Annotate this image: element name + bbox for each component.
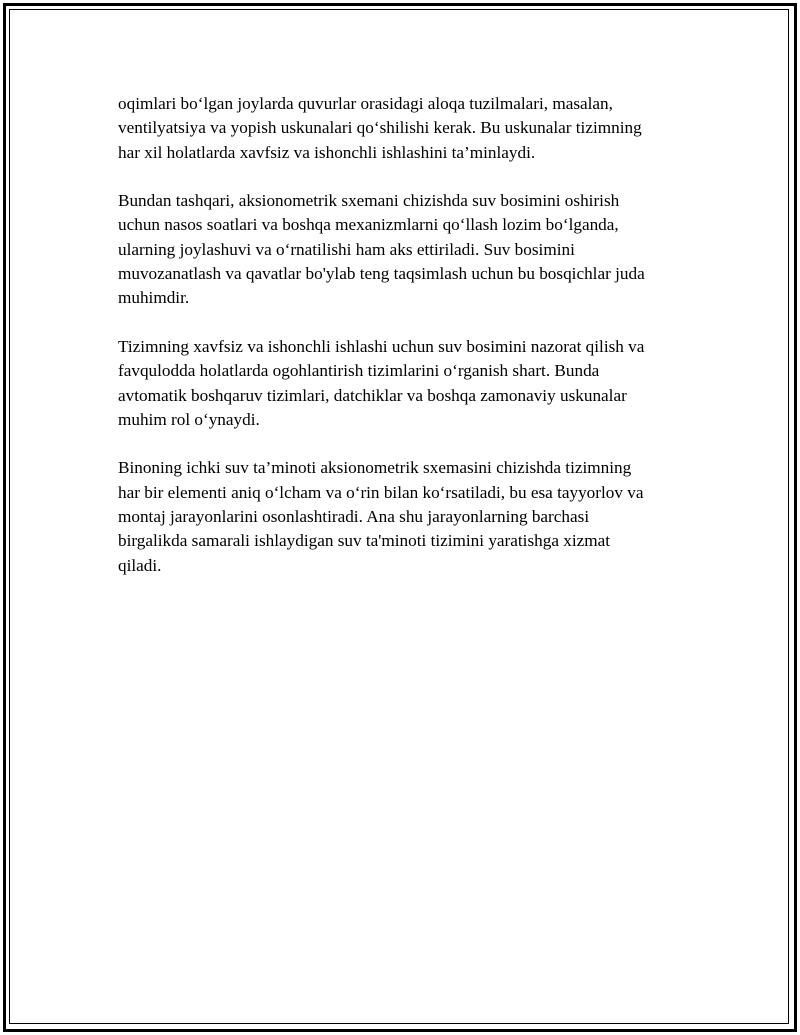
- paragraph: Binoning ichki suv ta’minoti aksionometrik sxemasini chizishda tizimning har bir elementi aniq o‘lcham va o‘rin bilan ko‘rsatiladi, bu esa tayyorlov va montaj jarayonlarini osonlashtiradi. Ana shu jarayonlarning barchasi birgalikda samarali ishlaydigan suv ta'minoti tizimini yaratishga xizmat qiladi.: [118, 458, 644, 575]
- paragraph: Bundan tashqari, aksionometrik sxemani chizishda suv bosimini oshirish uchun nasos soatlari va boshqa mexanizmlarni qo‘llash lozim bo‘lganda, ularning joylashuvi va o‘rnatilishi ham aks ettiriladi. Suv bosimini muvozanatlash va qavatlar bo'ylab teng taqsimlash uchun bu bosqichlar juda muhimdir.: [118, 191, 645, 308]
- paragraph: Tizimning xavfsiz va ishonchli ishlashi uchun suv bosimini nazorat qilish va favqulodda holatlarda ogohlantirish tizimlarini o‘rganish shart. Bunda avtomatik boshqaruv tizimlari, datchiklar va boshqa zamonaviy uskunalar muhim rol o‘ynaydi.: [118, 336, 645, 429]
- paragraph: oqimlari bo‘lgan joylarda quvurlar orasidagi aloqa tuzilmalari, masalan, ventilyatsiya va yopish uskunalari qo‘shilishi kerak. Bu uskunalar tizimning har xil holatlarda xavfsiz va ishonchli ishlashini ta’minlaydi.: [118, 94, 642, 162]
- document-body: [118, 92, 690, 602]
